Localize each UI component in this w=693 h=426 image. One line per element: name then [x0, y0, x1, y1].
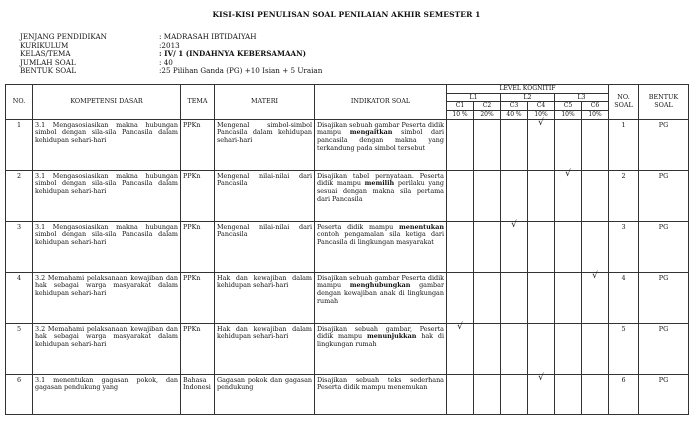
check-mark-icon: √	[457, 321, 463, 332]
cell-level-c1	[447, 323, 474, 374]
cell-level-c1	[447, 119, 474, 170]
check-mark-icon: √	[538, 372, 544, 383]
cell-level-c3	[501, 323, 528, 374]
indikator-text: Disajikan sebuah gambar Peserta didik mampu	[317, 273, 444, 290]
header-group-l1: L1	[447, 93, 501, 102]
cell-indikator-soal	[315, 221, 447, 272]
cell-bentuk-soal: PG	[639, 374, 689, 414]
indikator-keyword: menghubungkan	[349, 281, 411, 290]
cell-materi: Mengenal nilai-nilai dari Pancasila	[215, 221, 315, 272]
cell-level-c5	[555, 374, 582, 414]
header-pct-c4: 10%	[528, 110, 555, 119]
cell-level-c6	[582, 221, 609, 272]
header-pct-c6: 10%	[582, 110, 609, 119]
cell-bentuk-soal: PG	[639, 119, 689, 170]
cell-kompetensi-dasar: 3.1 Mengasosiasikan makna hubungan simbol dengan sila-sila Pancasila dalam kehidupan sehari-hari	[33, 170, 181, 221]
header-materi: MATERI	[215, 85, 315, 120]
cell-kompetensi-dasar: 3.2 Memahami pelaksanaan kewajiban dan hak sebagai warga masyarakat dalam kehidupan sehari-hari	[33, 323, 181, 374]
cell-level-c3	[501, 221, 528, 272]
indikator-text: simbol dari pancasila dengan makna yang terkandung pada simbol tersebut	[317, 128, 445, 152]
cell-level-c4	[528, 119, 555, 170]
meta-value: :25 Pilihan Ganda (PG) +10 Isian + 5 Uraian	[159, 66, 323, 76]
cell-tema: PPKn	[181, 323, 215, 374]
indikator-keyword: memilih	[364, 179, 395, 188]
cell-level-c2	[474, 170, 501, 221]
header-group-l3: L3	[555, 93, 609, 102]
indikator-keyword: menunjukkan	[366, 332, 417, 341]
cell-materi: Mengenal simbol-simbol Pancasila dalam kehidupan sehari-hari	[215, 119, 315, 170]
cell-level-c4	[528, 323, 555, 374]
cell-no-soal: 2	[609, 170, 639, 221]
meta-value: : MADRASAH IBTIDAIYAH	[159, 32, 257, 41]
check-mark-icon: √	[565, 168, 571, 179]
header-pct-c3: 40 %	[501, 110, 528, 119]
cell-kompetensi-dasar: 3.1 Mengasosiasikan makna hubungan simbol dengan sila-sila Pancasila dalam kehidupan sehari-hari	[33, 119, 181, 170]
cell-materi: Mengenal nilai-nilai dari Pancasila	[215, 170, 315, 221]
meta-label: BENTUK SOAL	[20, 66, 77, 76]
meta-label: KURIKULUM	[20, 40, 69, 50]
cell-level-c4	[528, 272, 555, 323]
header-tema: TEMA	[181, 85, 215, 120]
cell-materi: Gagasan pokok dan gagasan pendukung	[215, 374, 315, 414]
cell-level-c5	[555, 221, 582, 272]
cell-level-c6	[582, 323, 609, 374]
cell-no: 6	[6, 374, 33, 414]
table-row	[6, 272, 689, 323]
indikator-keyword: menentukan	[399, 222, 444, 231]
table-row	[6, 221, 689, 272]
table-row	[6, 323, 689, 374]
cell-bentuk-soal: PG	[639, 170, 689, 221]
cell-indikator-soal	[315, 170, 447, 221]
cell-materi: Hak dan kewajiban dalam kehidupan sehari-hari	[215, 323, 315, 374]
indikator-text: Disajikan sebuah gambar, Peserta didik mampu	[317, 324, 444, 341]
indikator-text: perilaku yang sesuai dengan makna sila pertama dari Pancasila	[317, 179, 444, 203]
cell-no: 1	[6, 119, 33, 170]
meta-label: JENJANG PENDIDIKAN	[20, 32, 107, 41]
header-pct-c5: 10%	[555, 110, 582, 119]
cell-no-soal: 3	[609, 221, 639, 272]
cell-level-c3	[501, 272, 528, 323]
cell-level-c5	[555, 323, 582, 374]
cell-kompetensi-dasar: 3.1 menentukan gagasan pokok, dan gagasan pendukung yang	[33, 374, 181, 414]
meta-row-bentuk-soal	[20, 67, 322, 76]
indikator-text: gambar dengan kewajiban anak di lingkungan rumah	[317, 281, 444, 305]
indikator-text: hak di lingkungan rumah	[317, 332, 444, 348]
check-mark-icon: √	[538, 117, 544, 128]
cell-level-c5	[555, 170, 582, 221]
header-no-soal: NO. SOAL	[609, 85, 639, 120]
cell-level-c1	[447, 221, 474, 272]
cell-level-c1	[447, 170, 474, 221]
cell-level-c6	[582, 119, 609, 170]
table-row	[6, 374, 689, 414]
header-c4: C4	[528, 102, 555, 111]
cell-bentuk-soal: PG	[639, 272, 689, 323]
table-row	[6, 119, 689, 170]
indikator-text: contoh pengamalan sila ketiga dari Pancasila di lingkungan masyarakat	[317, 230, 444, 246]
cell-level-c5	[555, 119, 582, 170]
indikator-text: Disajikan sebuah gambar Peserta didik mampu	[317, 120, 444, 137]
cell-indikator-soal	[315, 374, 447, 414]
cell-bentuk-soal: PG	[639, 221, 689, 272]
header-c1: C1	[447, 102, 474, 111]
cell-indikator-soal	[315, 272, 447, 323]
cell-bentuk-soal: PG	[639, 323, 689, 374]
cell-level-c6	[582, 272, 609, 323]
indikator-keyword: mengaitkan	[349, 128, 393, 137]
cell-tema: PPKn	[181, 272, 215, 323]
cell-indikator-soal	[315, 119, 447, 170]
document-title: KISI-KISI PENULISAN SOAL PENILAIAN AKHIR SEMESTER 1	[212, 10, 481, 19]
header-pct-c1: 10 %	[447, 110, 474, 119]
cell-kompetensi-dasar: 3.1 Mengasosiasikan makna hubungan simbol dengan sila-sila Pancasila dalam kehidupan sehari-hari	[33, 221, 181, 272]
kisi-kisi-table	[5, 84, 689, 415]
cell-tema: PPKn	[181, 119, 215, 170]
cell-level-c3	[501, 374, 528, 414]
cell-materi: Hak dan kewajiban dalam kehidupan sehari-hari	[215, 272, 315, 323]
header-no: NO.	[6, 85, 33, 120]
header-pct-c2: 20%	[474, 110, 501, 119]
cell-tema: PPKn	[181, 170, 215, 221]
cell-kompetensi-dasar: 3.2 Memahami pelaksanaan kewajiban dan hak sebagai warga masyarakat dalam kehidupan sehari-hari	[33, 272, 181, 323]
cell-level-c4	[528, 221, 555, 272]
cell-level-c3	[501, 119, 528, 170]
cell-level-c6	[582, 374, 609, 414]
cell-indikator-soal	[315, 323, 447, 374]
indikator-text: Disajikan tabel pernyataan. Peserta didik mampu	[317, 171, 444, 188]
header-c2: C2	[474, 102, 501, 111]
meta-value: : IV/ 1 (INDAHNYA KEBERSAMAAN)	[159, 49, 307, 59]
header-c3: C3	[501, 102, 528, 111]
cell-level-c3	[501, 170, 528, 221]
header-kompetensi-dasar: KOMPETENSI DASAR	[33, 85, 181, 120]
cell-no: 5	[6, 323, 33, 374]
cell-no-soal: 5	[609, 323, 639, 374]
cell-level-c5	[555, 272, 582, 323]
table-row	[6, 170, 689, 221]
cell-level-c2	[474, 374, 501, 414]
cell-level-c6	[582, 170, 609, 221]
meta-label: JUMLAH SOAL	[20, 57, 76, 67]
header-bentuk-soal: BENTUK SOAL	[639, 85, 689, 120]
cell-no: 2	[6, 170, 33, 221]
header-group-l2: L2	[501, 93, 555, 102]
cell-tema: PPKn	[181, 221, 215, 272]
indikator-text: Peserta didik mampu	[317, 222, 399, 231]
meta-label: KELAS/TEMA	[20, 49, 71, 59]
cell-level-c4	[528, 170, 555, 221]
cell-level-c2	[474, 323, 501, 374]
meta-value: : 40	[159, 57, 173, 67]
cell-no: 3	[6, 221, 33, 272]
cell-level-c2	[474, 119, 501, 170]
cell-no-soal: 6	[609, 374, 639, 414]
cell-level-c1	[447, 272, 474, 323]
cell-level-c4	[528, 374, 555, 414]
check-mark-icon: √	[511, 219, 517, 230]
cell-tema: Bahasa Indonesi	[181, 374, 215, 414]
check-mark-icon: √	[592, 270, 598, 281]
cell-no: 4	[6, 272, 33, 323]
cell-level-c2	[474, 272, 501, 323]
document-meta	[20, 33, 322, 76]
indikator-text: Disajikan sebuah teks sederhana Peserta didik mampu menemukan	[317, 375, 444, 392]
cell-level-c1	[447, 374, 474, 414]
header-c6: C6	[582, 102, 609, 111]
cell-no-soal: 1	[609, 119, 639, 170]
header-level-kognitif: LEVEL KOGNITIF	[447, 85, 609, 94]
header-c5: C5	[555, 102, 582, 111]
cell-no-soal: 4	[609, 272, 639, 323]
header-indikator-soal: INDIKATOR SOAL	[315, 85, 447, 120]
cell-level-c2	[474, 221, 501, 272]
meta-value: :2013	[159, 40, 180, 50]
